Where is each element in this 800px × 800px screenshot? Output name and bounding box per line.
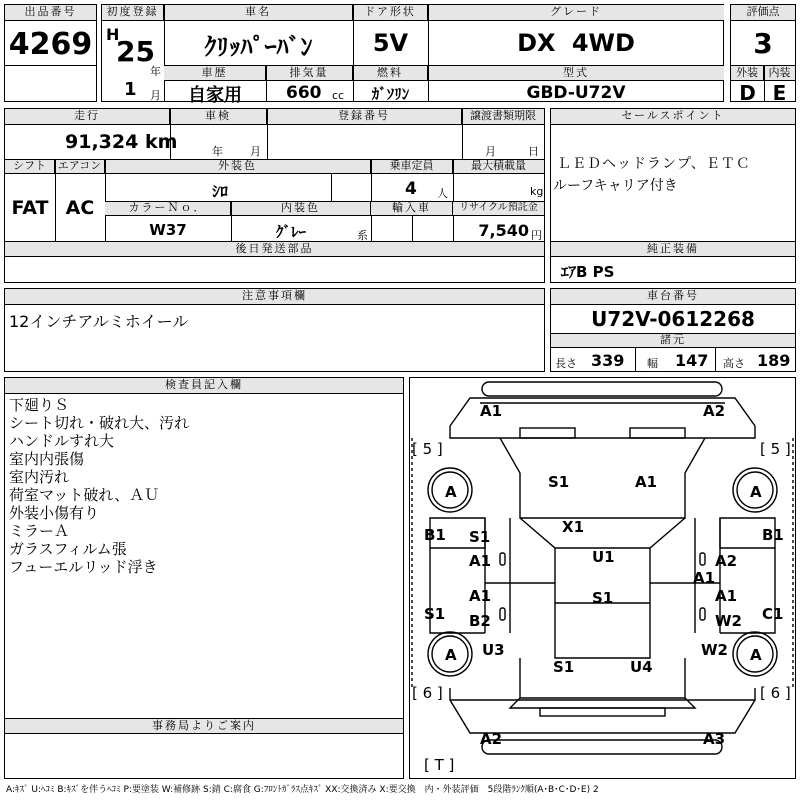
mark-left-front-door-a1: A1 <box>469 552 492 570</box>
inspector-line-8: ミラーＡ <box>9 522 70 540</box>
score-label: 評価点 <box>731 5 795 21</box>
mileage-label: 走行 <box>5 109 170 125</box>
inspector-line-4: 室内内張傷 <box>9 450 85 468</box>
mark-left-front-door-s1: S1 <box>469 528 491 546</box>
mark-hood-a1: A1 <box>635 473 658 491</box>
score-value: 3 <box>753 27 773 60</box>
capacity-label: 乗車定員 <box>371 160 453 174</box>
mark-rear-left-u3: U3 <box>482 641 505 659</box>
chassis-label: 車台番号 <box>551 289 795 305</box>
mark-roof-s1: S1 <box>592 589 614 607</box>
first-reg-era: H <box>106 25 120 44</box>
score-box <box>730 4 796 105</box>
genuine-equipment-value: ｴｱB PS <box>561 263 615 281</box>
capacity-value: 4 <box>405 179 417 199</box>
int-color-value: ｸﾞﾚｰ <box>275 223 306 241</box>
sales-point-label: セールスポイント <box>551 109 795 125</box>
capacity-unit: 人 <box>437 187 448 200</box>
car-name-label: 車名 <box>164 5 353 21</box>
ext-color-value: ｼﾛ <box>211 182 228 201</box>
transfer-month-unit: 月 <box>485 145 496 158</box>
car-outline-diagram <box>410 378 795 778</box>
inspector-line-2: シート切れ・破れ大、汚れ <box>9 414 190 432</box>
damage-diagram <box>409 377 796 779</box>
mark-bracket-6-right: [ 6 ] <box>760 684 791 702</box>
recycle-unit: 円 <box>531 229 542 242</box>
first-reg-year-unit: 年 <box>150 65 161 78</box>
transfer-day-unit: 日 <box>528 145 539 158</box>
mark-rear-left-wheel: A <box>445 646 457 664</box>
mark-right-b1: B1 <box>762 526 784 544</box>
later-parts-label: 後日発送部品 <box>5 242 544 257</box>
exterior-grade-label: 外装 <box>731 66 764 81</box>
color-no-label: カラーＮｏ． <box>105 202 231 216</box>
int-color-label: 内装色 <box>231 202 371 216</box>
mark-front-right-wheel: A <box>750 483 762 501</box>
history-label: 車歴 <box>164 66 266 81</box>
mark-bracket-5-left: [ 5 ] <box>412 440 443 458</box>
details-box <box>4 108 545 283</box>
first-reg-year: 25 <box>116 35 155 68</box>
history-value: 自家用 <box>188 85 242 106</box>
aircon-value: AC <box>65 197 95 219</box>
height-value: 189 <box>757 351 791 370</box>
exterior-grade-value: D <box>739 81 756 105</box>
displacement-label: 排気量 <box>266 66 353 81</box>
int-color-unit: 系 <box>357 229 368 242</box>
length-label: 長さ <box>555 357 577 370</box>
mark-right-rear-door-a1: A1 <box>715 587 738 605</box>
inspector-line-5: 室内汚れ <box>9 468 70 486</box>
first-reg-month-unit: 月 <box>150 89 161 102</box>
recycle-label: リサイクル預託金 <box>453 202 544 216</box>
mark-bracket-5-right: [ 5 ] <box>760 440 791 458</box>
import-label: 輸入車 <box>371 202 453 216</box>
mark-roof-u1: U1 <box>592 548 615 566</box>
sales-point-box <box>550 108 796 283</box>
car-name: ｸﾘｯﾊﾟｰﾊﾞﾝ <box>204 33 313 61</box>
inspector-line-10: フューエルリッド浮き <box>9 558 158 576</box>
first-reg-label: 初度登録 <box>102 5 164 21</box>
displacement-unit: cc <box>332 89 345 102</box>
width-value: 147 <box>675 351 709 370</box>
sales-point-line-1: ＬＥＤヘッドランプ、ＥＴＣ <box>557 156 751 172</box>
grade-label: グレード <box>428 5 724 21</box>
mark-windshield-x1: X1 <box>562 518 585 536</box>
inspector-line-6: 荷室マット破れ、ＡＵ <box>9 486 160 504</box>
max-load-unit: kg <box>530 185 544 198</box>
mark-right-c1: C1 <box>762 605 784 623</box>
mark-front-right: A2 <box>703 402 726 420</box>
mark-bracket-6-left: [ 6 ] <box>412 684 443 702</box>
mark-rear-left-a2: A2 <box>480 730 503 748</box>
height-label: 高さ <box>723 357 745 370</box>
inspector-line-9: ガラスフィルム張 <box>9 540 127 558</box>
mark-rear-right-a3: A3 <box>703 730 726 748</box>
ext-color-label: 外装色 <box>105 160 371 174</box>
chassis-value: U72V-0612268 <box>591 307 755 331</box>
shift-label: シフト <box>5 160 55 174</box>
color-no-value: W37 <box>149 221 187 239</box>
inspection-year-unit: 年 <box>212 145 223 158</box>
shift-value: FAT <box>11 197 49 219</box>
mark-left-rear-door-b2: B2 <box>469 612 491 630</box>
mileage-value: 91,324 <box>65 131 139 153</box>
lot-number: 4269 <box>8 27 93 62</box>
mark-rear-s1: S1 <box>553 658 575 676</box>
office-info-label: 事務局よりご案内 <box>5 719 403 734</box>
fuel-label: 燃料 <box>353 66 428 81</box>
lot-box <box>4 4 97 102</box>
model-code-value: GBD-U72V <box>526 83 626 103</box>
notes-value: 12インチアルミホイール <box>9 312 189 331</box>
aircon-label: エアコン <box>55 160 105 174</box>
width-label: 幅 <box>647 357 658 370</box>
fuel-value: ｶﾞｿﾘﾝ <box>371 85 410 103</box>
mark-bracket-t: [ T ] <box>424 756 455 774</box>
notes-label: 注意事項欄 <box>5 289 544 305</box>
notes-box <box>4 288 545 372</box>
interior-grade-label: 内装 <box>764 66 795 81</box>
inspector-label: 検査員記入欄 <box>5 378 403 394</box>
genuine-equipment-label: 純正装備 <box>551 242 795 257</box>
grade-value: DX 4WD <box>517 29 635 57</box>
mark-front-left-wheel: A <box>445 483 457 501</box>
inspection-label: 車検 <box>170 109 267 125</box>
mark-rear-right-w2: W2 <box>701 641 728 659</box>
mark-hood-s1: S1 <box>548 473 570 491</box>
first-reg-month: 1 <box>124 79 137 100</box>
mark-right-rear-door-w2: W2 <box>715 612 742 630</box>
model-code-label: 型式 <box>428 66 724 81</box>
lot-label: 出品番号 <box>5 5 96 21</box>
door-type: 5V <box>372 29 409 57</box>
mark-front-left: A1 <box>480 402 503 420</box>
displacement-value: 660 <box>286 83 322 103</box>
mileage-unit: km <box>145 131 178 153</box>
inspector-line-3: ハンドルすれ大 <box>9 432 115 450</box>
inspection-month-unit: 月 <box>250 145 261 158</box>
legend: A:ｷｽﾞ U:ﾍｺﾐ B:ｷｽﾞを伴うﾍｺﾐ P:要塗装 W:補修跡 S:錆 C:腐食 G:ﾌﾛﾝﾄｶﾞﾗｽ点ｷｽﾞ XX:交換済み X:要交換 内・外装評価 5段階ﾗﾝｸ順(A･B･C･D･E) 2 <box>6 785 599 795</box>
reg-number-label: 登録番号 <box>267 109 462 125</box>
mark-rear-right-wheel: A <box>750 646 762 664</box>
recycle-value: 7,540 <box>478 221 529 240</box>
length-value: 339 <box>591 351 625 370</box>
sales-point-line-2: ルーフキャリア付き <box>553 178 678 194</box>
chassis-box <box>550 288 796 372</box>
inspector-line-1: 下廻りＳ <box>9 396 70 414</box>
transfer-docs-label: 譲渡書類期限 <box>462 109 544 125</box>
interior-grade-value: E <box>772 81 787 105</box>
mark-right-side-a1: A1 <box>693 569 716 587</box>
mark-left-s1: S1 <box>424 605 446 623</box>
mark-rear-u4: U4 <box>630 658 653 676</box>
mark-left-b1: B1 <box>424 526 446 544</box>
mark-left-rear-door-a1: A1 <box>469 587 492 605</box>
vehicle-info-box <box>101 4 724 106</box>
inspector-box <box>4 377 404 779</box>
specs-label: 諸元 <box>551 334 795 348</box>
max-load-label: 最大積載量 <box>453 160 544 174</box>
door-label: ドア形状 <box>353 5 428 21</box>
inspector-line-7: 外装小傷有り <box>9 504 100 522</box>
mark-right-front-door-a2: A2 <box>715 552 738 570</box>
